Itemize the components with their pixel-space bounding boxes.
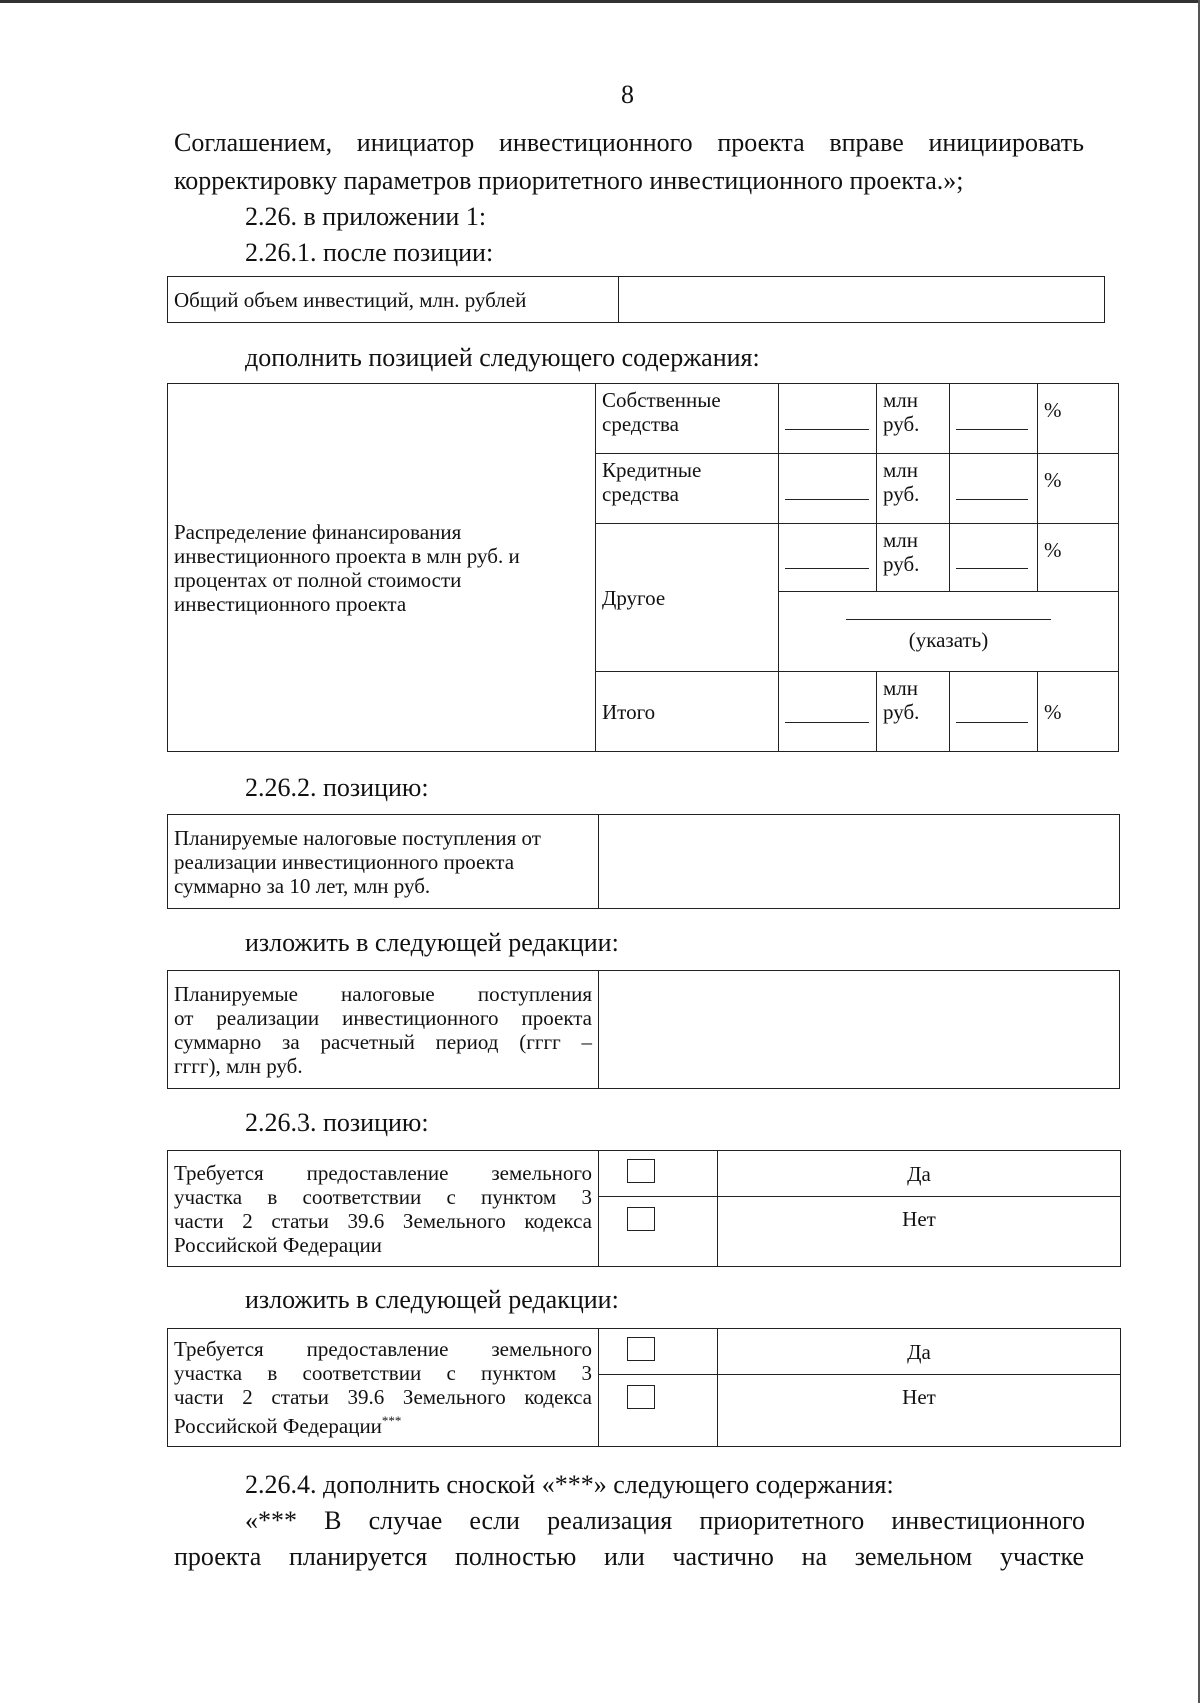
other-funds-unit: млн руб. [877, 524, 950, 592]
footnote-line-1: «*** В случае если реализация приоритетного инвестиционного [245, 1506, 1085, 1535]
total-investment-value [619, 277, 1105, 323]
credit-funds-unit: млн руб. [877, 454, 950, 524]
land-plot-new-yes-checkbox[interactable] [627, 1337, 655, 1361]
land-plot-new-no-checkbox-cell [599, 1375, 718, 1447]
specify-caption: (указать) [908, 628, 989, 652]
total-unit: млн руб. [877, 672, 950, 752]
total-label: Итого [596, 672, 779, 752]
land-plot-old-no-checkbox[interactable] [627, 1207, 655, 1231]
tax-revenue-old-table [167, 814, 1120, 909]
land-plot-old-no-label: Нет [718, 1197, 1121, 1267]
other-funds-specify-cell [779, 592, 1119, 672]
tax-revenue-new-value [599, 971, 1120, 1089]
own-funds-unit: млн руб. [877, 384, 950, 454]
own-funds-amount [779, 384, 877, 454]
land-plot-new-yes-checkbox-cell [599, 1329, 718, 1375]
land-plot-old-table [167, 1150, 1121, 1267]
credit-funds-amount [779, 454, 877, 524]
credit-funds-label: Кредитные средства [596, 454, 779, 524]
intro-line-1: Соглашением, инициатор инвестиционного проекта вправе инициировать [174, 128, 1084, 157]
land-plot-new-yes-label: Да [718, 1329, 1121, 1375]
section-2-26: 2.26. в приложении 1: [245, 202, 487, 231]
section-2-26-3: 2.26.3. позицию: [245, 1108, 429, 1137]
other-funds-percent-value [950, 524, 1038, 592]
specify-line [846, 611, 1051, 620]
land-plot-new-label: Требуется предоставление земельного участка в соответствии с пунктом 3 части 2 статьи 39.6 Земельного кодекса Российской Федерации*** [168, 1329, 599, 1447]
section-2-26-2: 2.26.2. позицию: [245, 773, 429, 802]
land-plot-old-yes-label: Да [718, 1151, 1121, 1197]
restate-text-2: изложить в следующей редакции: [245, 1285, 619, 1314]
scan-top-edge [0, 0, 1200, 3]
total-investment-label: Общий объем инвестиций, млн. рублей [168, 277, 619, 323]
intro-line-2: корректировку параметров приоритетного инвестиционного проекта.»; [174, 166, 964, 195]
own-funds-percent-value [950, 384, 1038, 454]
add-position-text: дополнить позицией следующего содержания: [245, 343, 760, 372]
tax-revenue-old-label: Планируемые налоговые поступления от реализации инвестиционного проекта суммарно за 10 лет, млн руб. [168, 815, 599, 909]
footnote-marker: *** [381, 1413, 402, 1428]
own-funds-percent-sign: % [1038, 384, 1119, 454]
land-plot-new-table [167, 1328, 1121, 1447]
total-percent-value [950, 672, 1038, 752]
section-2-26-1: 2.26.1. после позиции: [245, 238, 494, 267]
land-plot-old-yes-checkbox[interactable] [627, 1159, 655, 1183]
page-number: 8 [621, 80, 634, 109]
land-plot-new-no-checkbox[interactable] [627, 1385, 655, 1409]
tax-revenue-new-label: Планируемые налоговые поступления от реализации инвестиционного проекта суммарно за расчетный период (гггг – гггг), млн руб. [168, 971, 599, 1089]
land-plot-old-yes-checkbox-cell [599, 1151, 718, 1197]
land-plot-old-no-checkbox-cell [599, 1197, 718, 1267]
financing-main-label: Распределение финансирования инвестиционного проекта в млн руб. и процентах от полной стоимости инвестиционного проекта [168, 384, 596, 752]
total-percent-sign: % [1038, 672, 1119, 752]
total-investment-table [167, 276, 1105, 323]
other-funds-amount [779, 524, 877, 592]
credit-funds-percent-value [950, 454, 1038, 524]
restate-text-1: изложить в следующей редакции: [245, 928, 619, 957]
tax-revenue-new-table [167, 970, 1120, 1089]
section-2-26-4: 2.26.4. дополнить сноской «***» следующего содержания: [245, 1470, 894, 1499]
tax-revenue-old-value [599, 815, 1120, 909]
footnote-line-2: проекта планируется полностью или частично на земельном участке [174, 1542, 1084, 1571]
other-funds-percent-sign: % [1038, 524, 1119, 592]
credit-funds-percent-sign: % [1038, 454, 1119, 524]
land-plot-old-label: Требуется предоставление земельного участка в соответствии с пунктом 3 части 2 статьи 39.6 Земельного кодекса Российской Федерации [168, 1151, 599, 1267]
own-funds-label: Собственные средства [596, 384, 779, 454]
other-funds-label: Другое [596, 524, 779, 672]
total-amount [779, 672, 877, 752]
financing-distribution-table [167, 383, 1119, 752]
land-plot-new-no-label: Нет [718, 1375, 1121, 1447]
